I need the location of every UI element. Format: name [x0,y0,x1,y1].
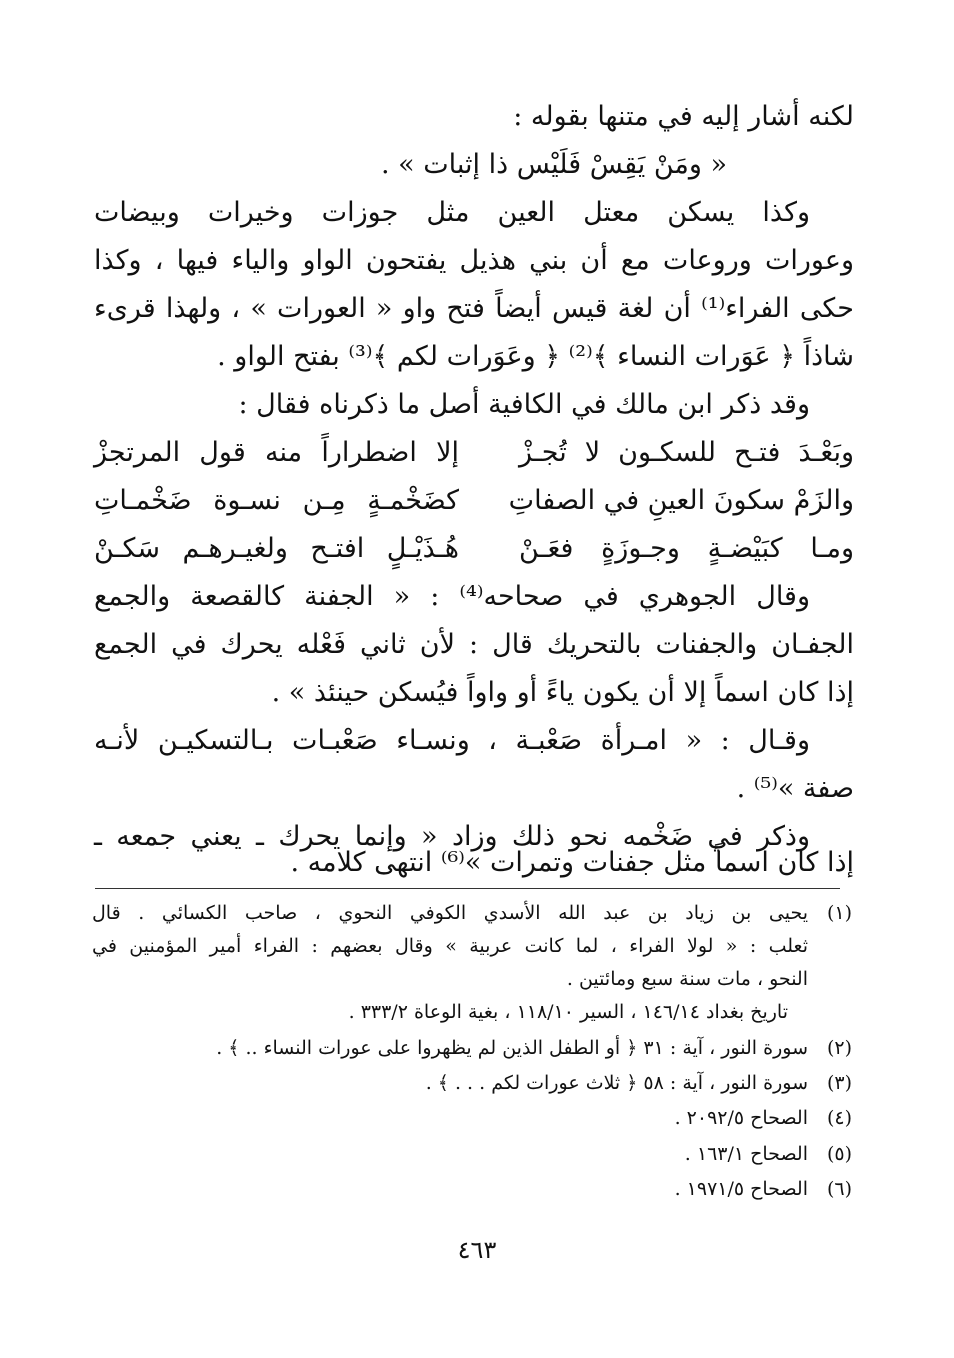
footnote-1-line: ثعلب : « لولا الفراء ، لما كانت عربية » وقال بعضهم : الفراء أمير المؤمنين في [92,935,808,957]
paragraph-line: إذا كان اسماً إلا أن يكون ياءً أو واواً فيُسكن حينئذ » . [271,677,854,708]
footnote-text: الصحاح ١٦٣/١ . [684,1143,808,1165]
footnote-2 [92,1032,852,1064]
quoted-verse: « ومَنْ يَقِسْ فَلَيْس ذا إثبات » . [380,149,728,180]
verse-right-hemistich: وبَعْـدَ فتـح للسكـون لا تُجـزْ [519,437,854,468]
paragraph-line: وذكر في ضَخْمه نحو ذلك وزاد « وإنما يحرك ـ يعني جمعه ـ [94,821,810,852]
footnote-number: (٤) [826,1107,852,1129]
page-number: ٤٦٣ [457,1236,497,1264]
footnote-1-sources: تاريخ بغداد ١٤٦/١٤ ، السير ١١٨/١٠ ، بغية الوعاة ٣٣٣/٢ . [348,1001,788,1023]
footnote-text: الصحاح ٢٠٩٢/٥ . [674,1107,808,1129]
footnote-5 [92,1138,852,1170]
footnote-number: (١) [826,902,852,924]
paragraph-line: وقـال : « امـرأة صَعْبـة ، ونسـاء صَعْبـات بـالتسكيـن لأنـه [94,725,810,756]
paragraph-intro: لكنه أشار إليه في متنها بقوله : [513,101,854,132]
paragraph-line: وقد ذكر ابن مالك في الكافية أصل ما ذكرناه فقال : [238,389,810,420]
footnote-1-line: النحو ، مات سنة سبع ومائتين . [566,968,808,990]
footnote-6 [92,1173,852,1205]
footnote-number: (٢) [826,1037,852,1059]
paragraph-line: صفة »⁽⁵⁾ . [736,773,854,804]
footnote-text: يحيى بن زياد بن عبد الله الأسدي الكوفي النحوي ، صاحب الكسائي . قال [92,902,808,924]
footnote-number: (٣) [826,1072,852,1094]
paragraph-line: الجفـان والجفنات بالتحريك قال : لأن ثاني فَعْله يحرك في الجمع [94,629,854,660]
verse-left-hemistich: هُـذَيْـلٍ افتـح ولغيـرهـم سَكـنْ [94,533,459,564]
footnote-3 [92,1067,852,1099]
paragraph-line: شاذاً ﴿ عَوَرات النساء ﴾⁽²⁾ ﴿ وعَوَرات لكم ﴾⁽³⁾ بفتح الواو . [217,341,854,372]
paragraph-line: وعورات وروعات مع أن بني هذيل يفتحون الواو والياء فيها ، وكذا [94,245,854,276]
paragraph-line: وكذا يسكن معتل العين مثل جوزات وخيرات وبيضات [94,197,810,228]
footnote-number: (٥) [826,1143,852,1165]
footnote-text: سورة النور ، آية : ٣١ ﴿ أو الطفل الذين لم يظهروا على عورات النساء .. ﴾ . [216,1037,808,1059]
verse-left-hemistich: إلا اضطراراً منه قول المرتجزْ [94,437,459,468]
footnote-text: سورة النور ، آية : ٥٨ ﴿ ثلاث عورات لكم . . . ﴾ . [425,1072,808,1094]
footnote-1 [92,897,852,929]
verse-right-hemistich: ومـا كبَيْضـةٍ وجـوزَةٍ فعَـنْ [519,533,854,564]
footnote-text: الصحاح ١٩٧١/٥ . [674,1178,808,1200]
paragraph-line: حكى الفراء⁽¹⁾ أن لغة قيس أيضاً فتح واو « العورات » ، ولهذا قرىء [94,293,854,324]
footnote-divider [95,888,840,889]
footnote-number: (٦) [826,1178,852,1200]
paragraph-line: إذا كان اسماً مثل جفنات وتمرات »⁽⁶⁾ انتهى كلامه . [290,847,854,878]
footnote-4 [92,1102,852,1134]
paragraph-line: وقال الجوهري في صحاحه⁽⁴⁾ : « الجفنة كالقصعة والجمع [94,581,811,612]
verse-right-hemistich: والزَمْ سكونَ العينِ في الصفاتِ [508,485,854,516]
verse-left-hemistich: كضَخْمـةٍ مِـن نسـوة ضَخْمـاتِ [94,485,459,516]
